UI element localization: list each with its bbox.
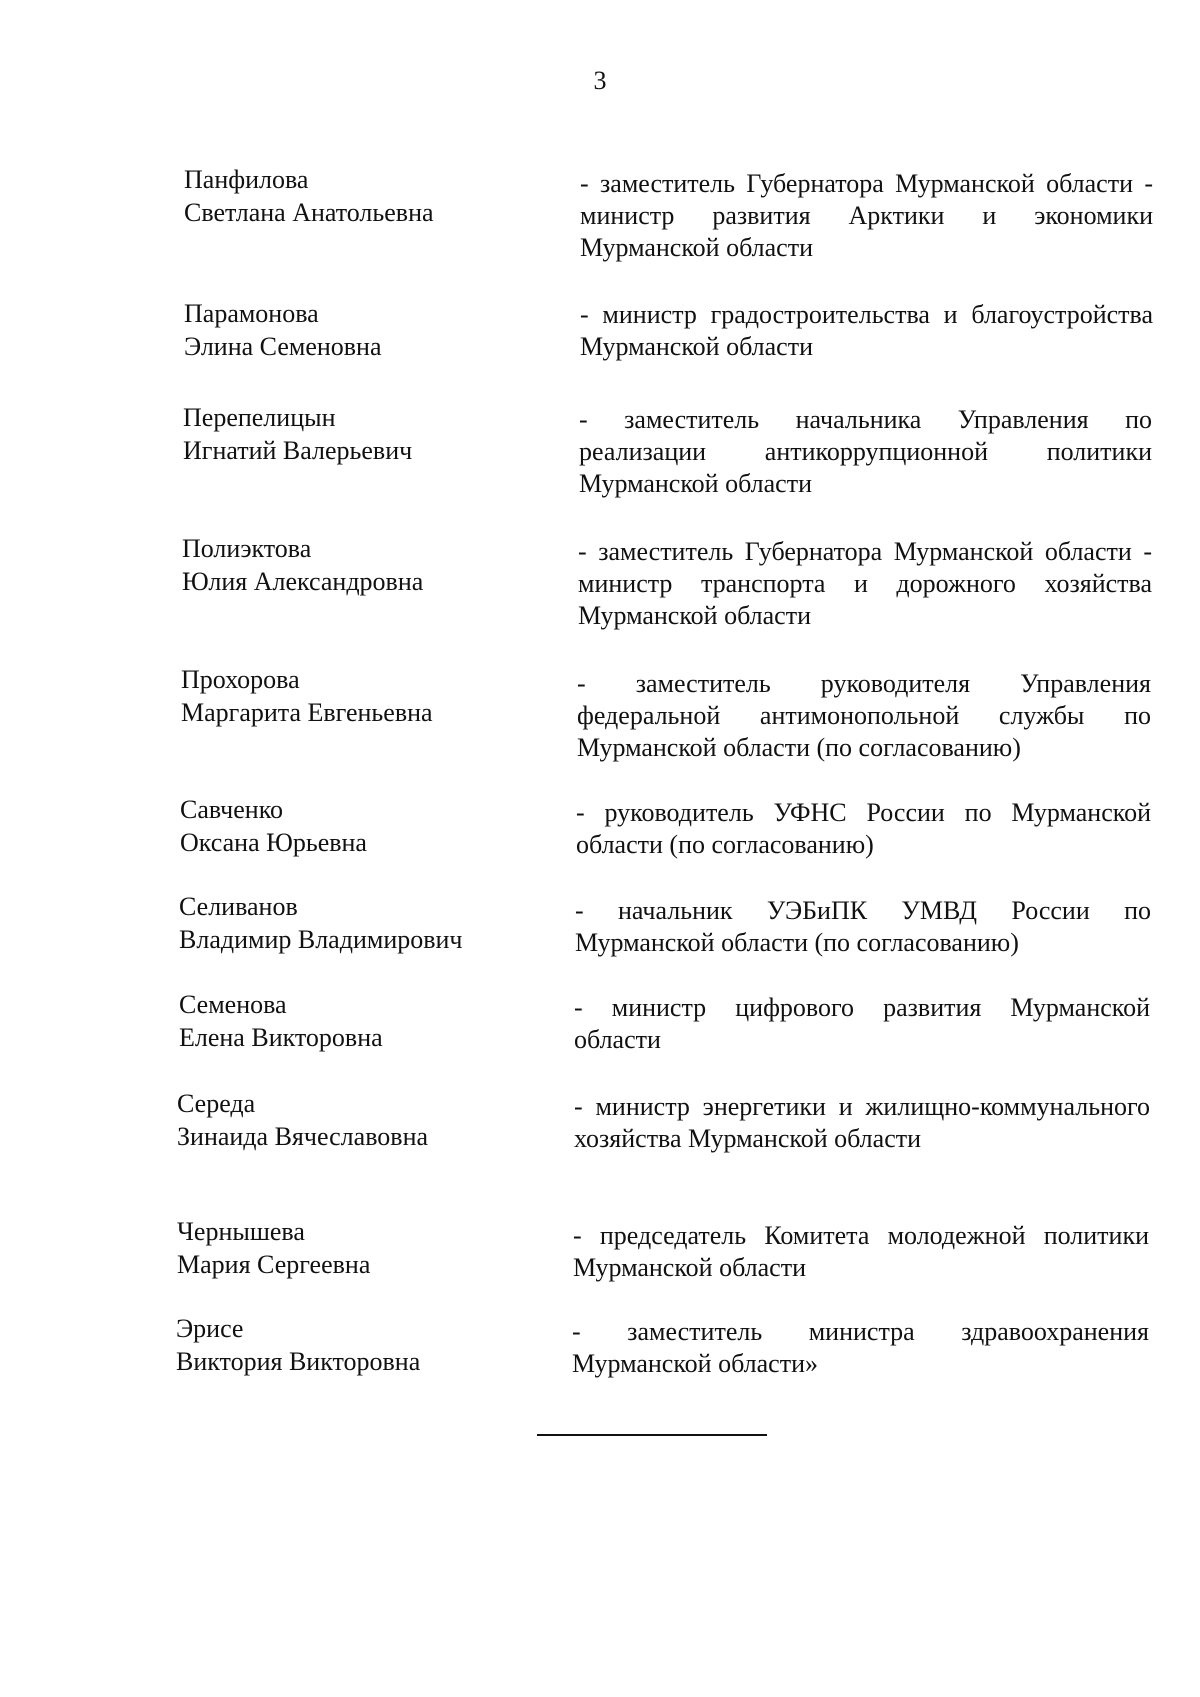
member-given-name: Владимир Владимирович (179, 925, 463, 954)
member-name (176, 1312, 506, 1378)
member-role: - министр цифрового развития Мурманской области (574, 993, 1150, 1054)
member-surname: Чернышева (177, 1217, 305, 1246)
member-role: - руководитель УФНС России по Мурманской области (по согласованию) (576, 798, 1151, 859)
member-given-name: Зинаида Вячеславовна (177, 1122, 429, 1151)
member-name (177, 1215, 507, 1281)
member-name (183, 401, 513, 467)
member-role: - министр энергетики и жилищно-коммунального хозяйства Мурманской области (574, 1092, 1150, 1153)
member-name (184, 297, 514, 363)
member-role: - министр градостроительства и благоустройства Мурманской области (580, 300, 1153, 361)
member-surname: Прохорова (181, 665, 300, 694)
member-role: - начальник УЭБиПК УМВД России по Мурманской области (по согласованию) (575, 896, 1151, 957)
end-of-list-divider (537, 1434, 767, 1436)
member-given-name: Елена Викторовна (179, 1023, 383, 1052)
member-given-name: Юлия Александровна (182, 567, 424, 596)
member-role: - заместитель Губернатора Мурманской области - министр развития Арктики и экономики Мурманской области (580, 169, 1153, 262)
member-surname: Селиванов (179, 892, 298, 921)
member-name (179, 890, 509, 956)
member-name (182, 532, 512, 598)
member-given-name: Светлана Анатольевна (184, 198, 434, 227)
member-name (179, 988, 509, 1054)
member-given-name: Мария Сергеевна (177, 1250, 371, 1279)
member-name (181, 663, 511, 729)
member-surname: Савченко (180, 795, 284, 824)
member-given-name: Маргарита Евгеньевна (181, 698, 433, 727)
member-given-name: Виктория Викторовна (176, 1347, 421, 1376)
member-name (184, 163, 514, 229)
member-surname: Полиэктова (182, 534, 312, 563)
member-role: - заместитель Губернатора Мурманской области - министр транспорта и дорожного хозяйства Мурманской области (578, 537, 1152, 630)
member-role: - заместитель руководителя Управления федеральной антимонопольной службы по Мурманской области (по согласованию) (577, 669, 1151, 762)
member-surname: Середа (177, 1089, 256, 1118)
member-role: - заместитель министра здравоохранения Мурманской области» (572, 1317, 1149, 1378)
member-surname: Парамонова (184, 299, 319, 328)
member-role: - председатель Комитета молодежной политики Мурманской области (573, 1221, 1149, 1282)
member-surname: Перепелицын (183, 403, 336, 432)
member-role: - заместитель начальника Управления по реализации антикоррупционной политики Мурманской области (579, 405, 1152, 498)
member-given-name: Элина Семеновна (184, 332, 382, 361)
member-surname: Эрисе (176, 1314, 244, 1343)
member-surname: Семенова (179, 990, 287, 1019)
member-given-name: Игнатий Валерьевич (183, 436, 413, 465)
member-surname: Панфилова (184, 165, 309, 194)
member-name (177, 1087, 507, 1153)
member-given-name: Оксана Юрьевна (180, 828, 367, 857)
member-name (180, 793, 510, 859)
page-number: 3 (593, 66, 607, 95)
